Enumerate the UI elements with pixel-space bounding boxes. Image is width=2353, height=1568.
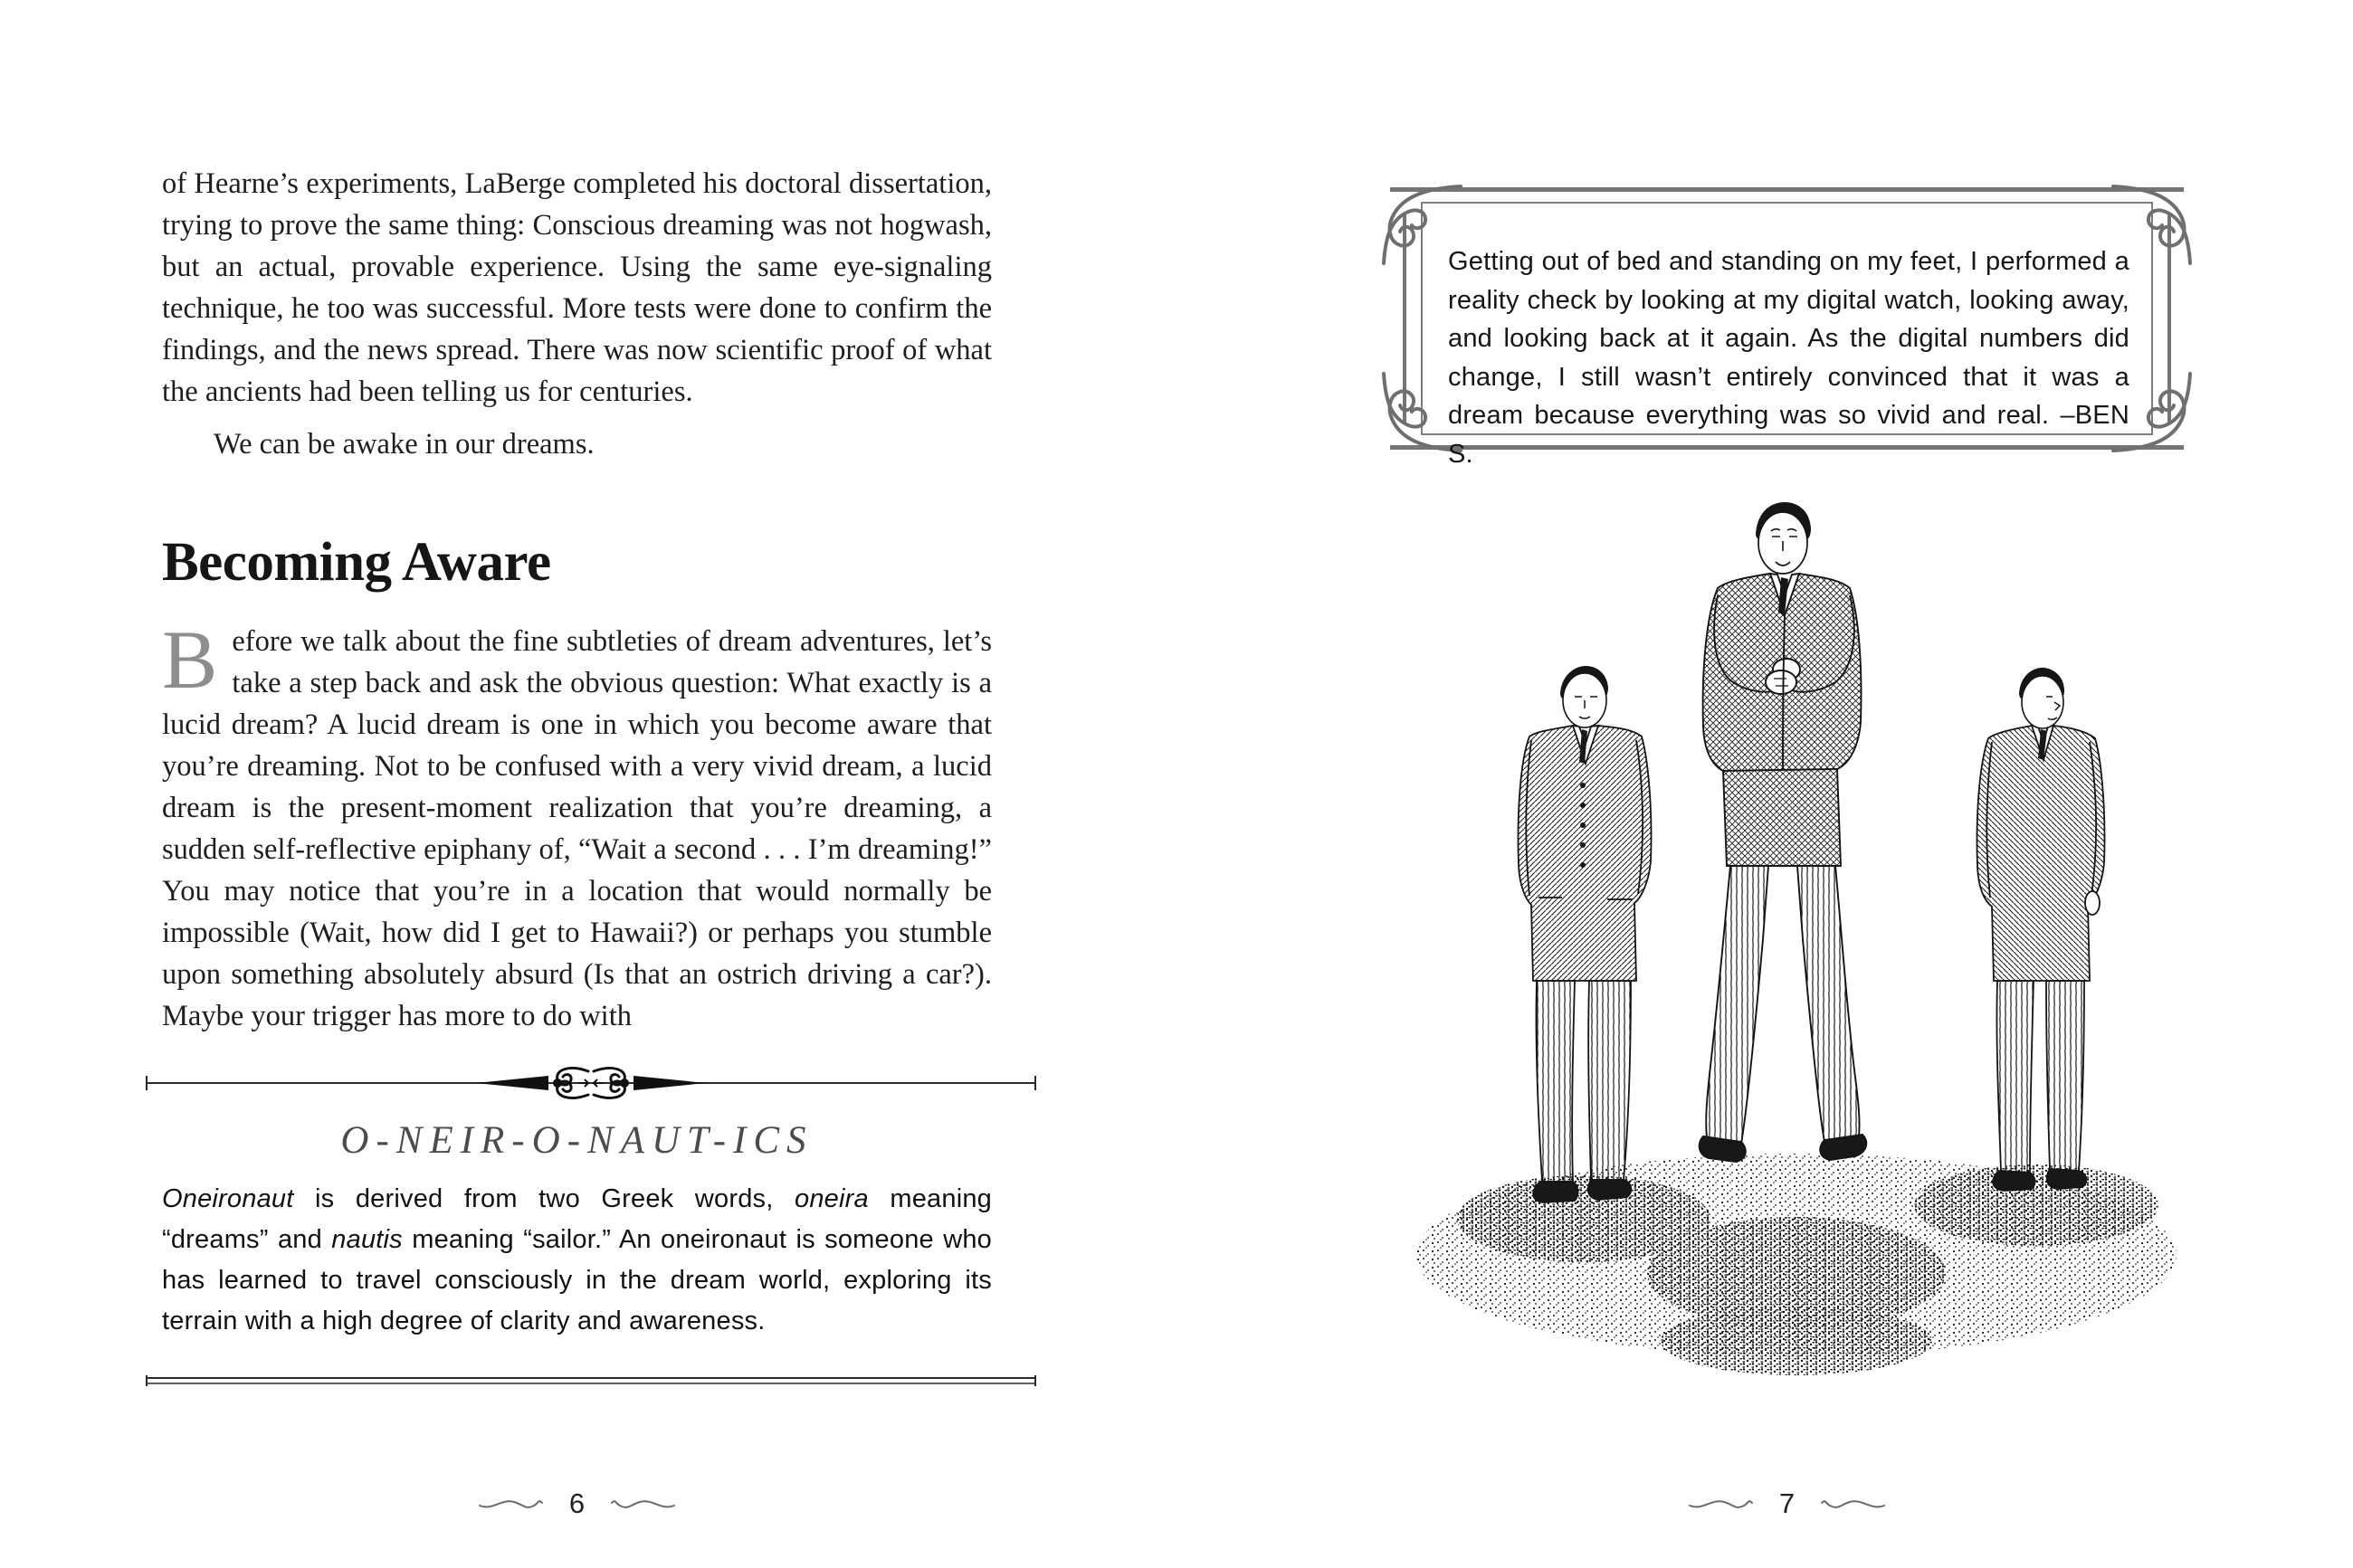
three-men-engraving-illustration bbox=[1407, 499, 2213, 1395]
section-heading: Becoming Aware bbox=[162, 532, 551, 593]
divider-ornament-icon bbox=[143, 1062, 1039, 1104]
flourish-icon bbox=[1688, 1495, 1755, 1513]
paragraph-continuation: of Hearne’s experiments, LaBerge completed his doctoral dissertation, trying to prove the same thing: Conscious dreaming was not hogwash, but an actual, provable experience. Using the same eye-signaling technique, he too was successful. More tests were done to confirm the findings, and the news spread. There was now scientific proof of what the ancients had been telling us for centuries. bbox=[162, 167, 992, 408]
right-man bbox=[1977, 668, 2105, 1191]
center-man bbox=[1700, 502, 1867, 1162]
paragraph-short: We can be awake in our dreams. bbox=[214, 428, 595, 461]
flourish-icon bbox=[609, 1495, 676, 1513]
quote-frame bbox=[1383, 187, 2191, 469]
quote-attribution: –BEN S. bbox=[1448, 401, 2129, 469]
sidebar-bottom-rule bbox=[143, 1373, 1039, 1390]
term-italic: nautis bbox=[331, 1225, 403, 1254]
reader-quote bbox=[1448, 242, 2129, 473]
definition-text: is derived from two Greek words, bbox=[293, 1184, 795, 1213]
term-italic: oneira bbox=[795, 1184, 869, 1213]
sidebar-definition bbox=[162, 1179, 992, 1342]
left-page-number bbox=[162, 1486, 992, 1520]
drop-cap: B bbox=[162, 613, 218, 706]
right-page-number bbox=[1383, 1486, 2191, 1520]
left-man bbox=[1519, 666, 1652, 1202]
paragraph-becoming-aware bbox=[162, 613, 992, 1037]
page-number-text: 6 bbox=[568, 1487, 586, 1519]
page-number-text: 7 bbox=[1778, 1487, 1796, 1519]
paragraph-text: efore we talk about the fine subtleties of dream adventures, let’s take a step back and ask the obvious question: What exactly is a lucid dream? A lucid dream is one in which you become aware that you’re dreaming. Not to be confused with a very vivid dream, a lucid dream is the present-moment realization that you’re dreaming, a sudden self-reflective epiphany of, “Wait a second . . . I’m dreaming!” You may notice that you’re in a location that would normally be impossible (Wait, how did I get to Hawaii?) or perhaps you stumble upon something absolutely absurd (Is that an ostrich driving a car?). Maybe your trigger has more to do with bbox=[162, 625, 992, 1032]
frame-edge bbox=[1390, 187, 2184, 192]
definition-text: meaning “dreams” and bbox=[162, 1184, 992, 1254]
quote-body: Getting out of bed and standing on my feet, I performed a reality check by looking at my digital watch, looking away, and looking back at it again. As the digital numbers did change, I still wasn’t entirely convinced that it was a dream because everything was so vivid and real. bbox=[1448, 247, 2129, 430]
flourish-icon bbox=[1819, 1495, 1886, 1513]
definition-text: meaning “sailor.” An oneironaut is someone who has learned to travel consciously in the dream world, exploring its terrain with a high degree of clarity and awareness. bbox=[162, 1225, 992, 1335]
flourish-icon bbox=[478, 1495, 545, 1513]
term-italic: Oneironaut bbox=[162, 1184, 294, 1213]
sidebar-heading: O-NEIR-O-NAUT-ICS bbox=[340, 1119, 814, 1162]
